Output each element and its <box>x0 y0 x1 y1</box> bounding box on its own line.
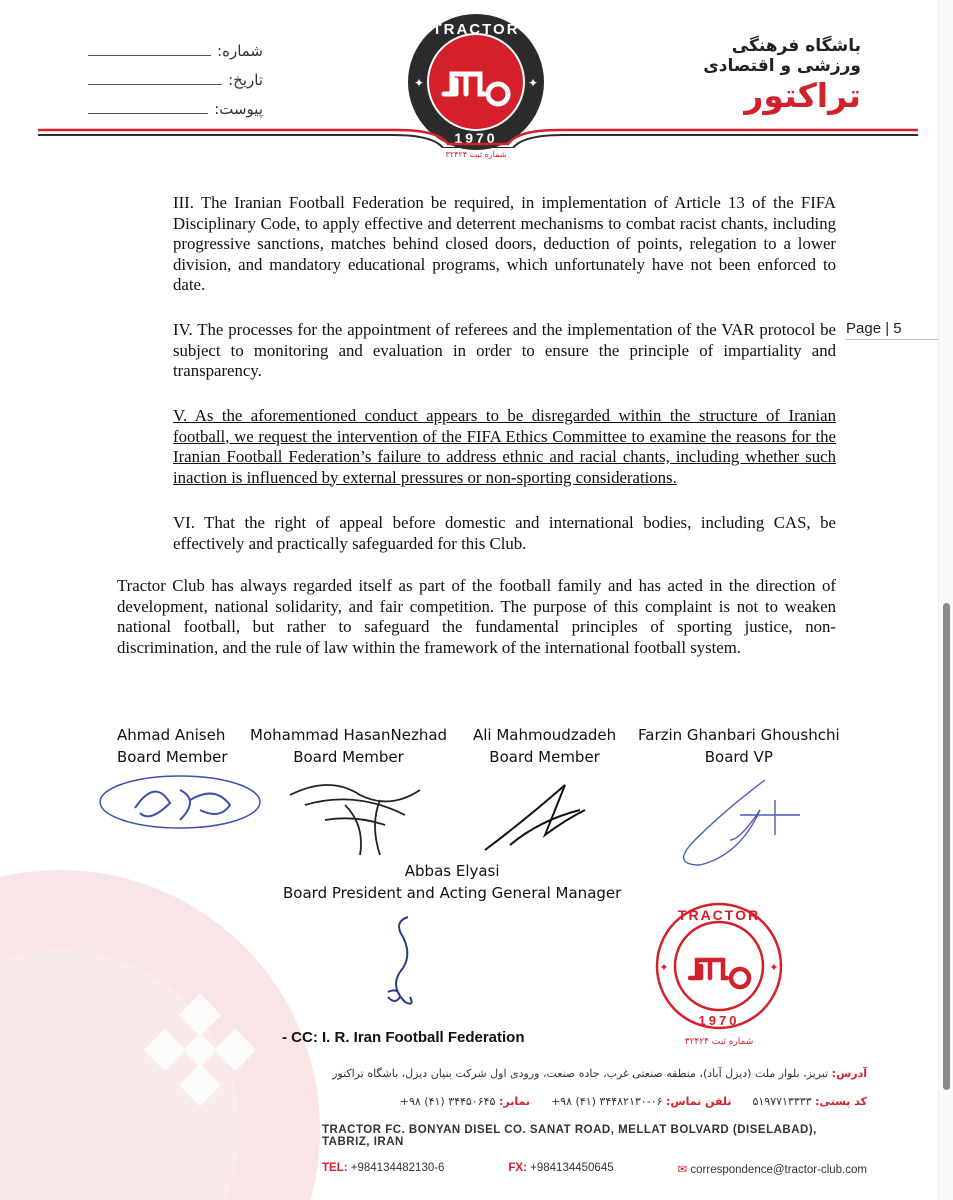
svg-text:✦: ✦ <box>659 962 669 974</box>
fx-item <box>508 1162 613 1176</box>
signatory-3 <box>473 724 616 768</box>
phone-label: تلفن تماس: <box>666 1095 732 1108</box>
paragraph-vi: VI. That the right of appeal before domestic and international bodies, including CAS, be effectively and practically safeguarded for this Club. <box>173 513 836 553</box>
logo-year: 1970 <box>454 130 498 146</box>
tel-label: TEL: <box>322 1162 348 1174</box>
address-text: تبریز، بلوار ملت (دیزل آباد)، منطقه صنعتی غرب، جاده صنعت، ورودی اول شرکت بنیان دیزل، باشگاه تراکتور <box>332 1067 829 1080</box>
scrollbar-thumb[interactable] <box>943 603 950 1090</box>
logo-top-text: TRACTOR <box>432 21 520 38</box>
signatory-name: Abbas Elyasi <box>404 862 500 880</box>
signatory-2 <box>250 724 447 768</box>
stamp-year: 1970 <box>698 1013 740 1028</box>
footer-contact <box>322 1162 867 1176</box>
signatory-name: Ahmad Aniseh <box>117 726 226 744</box>
paragraph-iv: IV. The processes for the appointment of referees and the implementation of the VAR protocol be subject to monitoring and evaluation in order to ensure the principle of impartiality and transparency. <box>173 320 836 380</box>
fx-label: FX: <box>508 1162 527 1174</box>
watermark-knot-icon <box>140 990 260 1110</box>
signature-5 <box>370 912 440 1012</box>
footer-address <box>322 1066 867 1082</box>
page-number: Page | 5 <box>846 320 946 340</box>
signatory-5 <box>283 860 621 904</box>
email-address[interactable]: correspondence@tractor-club.com <box>690 1164 867 1176</box>
club-brand-text <box>703 36 861 116</box>
envelope-icon: ✉ <box>677 1164 688 1176</box>
letter-footer <box>322 1066 867 1176</box>
number-field <box>88 36 263 65</box>
signature-3 <box>480 780 610 855</box>
address-label: آدرس: <box>831 1067 867 1080</box>
attachment-label: پیوست: <box>214 99 263 118</box>
closing-paragraph: Tractor Club has always regarded itself as part of the football family and has acted in the direction of development, national solidarity, and fair competition. The purpose of this complaint is not to weaken national football, but rather to safeguard the fundamental principles of sporting justice, non-discrimination, and the rule of law within the framework of the international football system. <box>117 576 836 657</box>
fax-label: نمابر: <box>498 1095 530 1108</box>
brand-line-1: باشگاه فرهنگی <box>731 36 861 56</box>
footer-english-address: TRACTOR FC. BONYAN DISEL CO. SANAT ROAD, MELLAT BOLVARD (DISELABAD), TABRIZ, IRAN <box>322 1124 817 1148</box>
paragraph-iii: III. The Iranian Football Federation be required, in implementation of Article 13 of the FIFA Disciplinary Code, to apply effective and deterrent mechanisms to combat racist chants, including progressive sanctions, matches behind closed doors, deduction of points, relegation to a lower division, and mandatory educational programs, which unfortunately have not been enforced to date. <box>173 193 836 294</box>
stamp-registration: شماره ثبت ۳۲۴۲۴ <box>684 1037 754 1047</box>
signatory-1 <box>117 724 228 768</box>
signatory-role: Board Member <box>293 748 404 766</box>
email-item[interactable] <box>678 1162 867 1176</box>
fax-number: ۳۴۴۵۰۶۴۵ (۴۱) ۹۸+ <box>399 1095 496 1108</box>
postal-code: ۵۱۹۷۷۱۳۳۳۳ <box>752 1095 812 1108</box>
postal-label: کد پستی: <box>815 1095 867 1108</box>
tel-item <box>322 1162 444 1176</box>
signatory-name: Ali Mahmoudzadeh <box>473 726 617 744</box>
date-label: تاریخ: <box>228 70 263 89</box>
header-divider <box>38 118 918 148</box>
signatory-role: Board Member <box>117 748 228 766</box>
signatory-role: Board Member <box>489 748 600 766</box>
brand-line-2: ورزشی و اقتصادی <box>703 56 861 76</box>
scrollbar-track[interactable] <box>938 0 953 1200</box>
fx-number: +984134450645 <box>530 1162 614 1174</box>
signatory-role: Board VP <box>704 748 773 766</box>
header-reference-fields <box>88 36 263 123</box>
signatory-name: Mohammad HasanNezhad <box>250 726 448 744</box>
signatory-name: Farzin Ghanbari Ghoushchi <box>638 726 840 744</box>
paragraph-v: V. As the aforementioned conduct appears to be disregarded within the structure of Iranian football, we request the intervention of the FIFA Ethics Committee to examine the reasons for the Iranian Football Federation’s failure to address ethnic and racial chants, including whether such inaction is influenced by external pressures or non-sporting considerations. <box>173 406 836 487</box>
signatory-4 <box>638 724 840 768</box>
tel-number: +984134482130-6 <box>350 1162 445 1174</box>
number-label: شماره: <box>217 41 263 60</box>
svg-text:✦: ✦ <box>413 76 425 90</box>
stamp-top-text: TRACTOR <box>677 907 761 923</box>
footer-phones <box>322 1094 867 1110</box>
signatory-role: Board President and Acting General Manager <box>283 884 622 902</box>
svg-text:✦: ✦ <box>527 76 539 90</box>
club-stamp <box>652 898 787 1053</box>
logo-registration: شماره ثبت ۳۲۴۲۴ <box>445 150 507 159</box>
date-field <box>88 65 263 94</box>
cc-line: - CC: I. R. Iran Football Federation <box>282 1029 525 1046</box>
svg-text:✦: ✦ <box>769 962 779 974</box>
phone-number: ۰۶-۳۴۴۸۲۱۳۰ (۴۱) ۹۸+ <box>550 1095 663 1108</box>
signature-2 <box>285 775 455 860</box>
brand-line-3: تراکتور <box>744 76 861 115</box>
signature-1 <box>95 770 265 835</box>
signature-4 <box>670 775 810 870</box>
